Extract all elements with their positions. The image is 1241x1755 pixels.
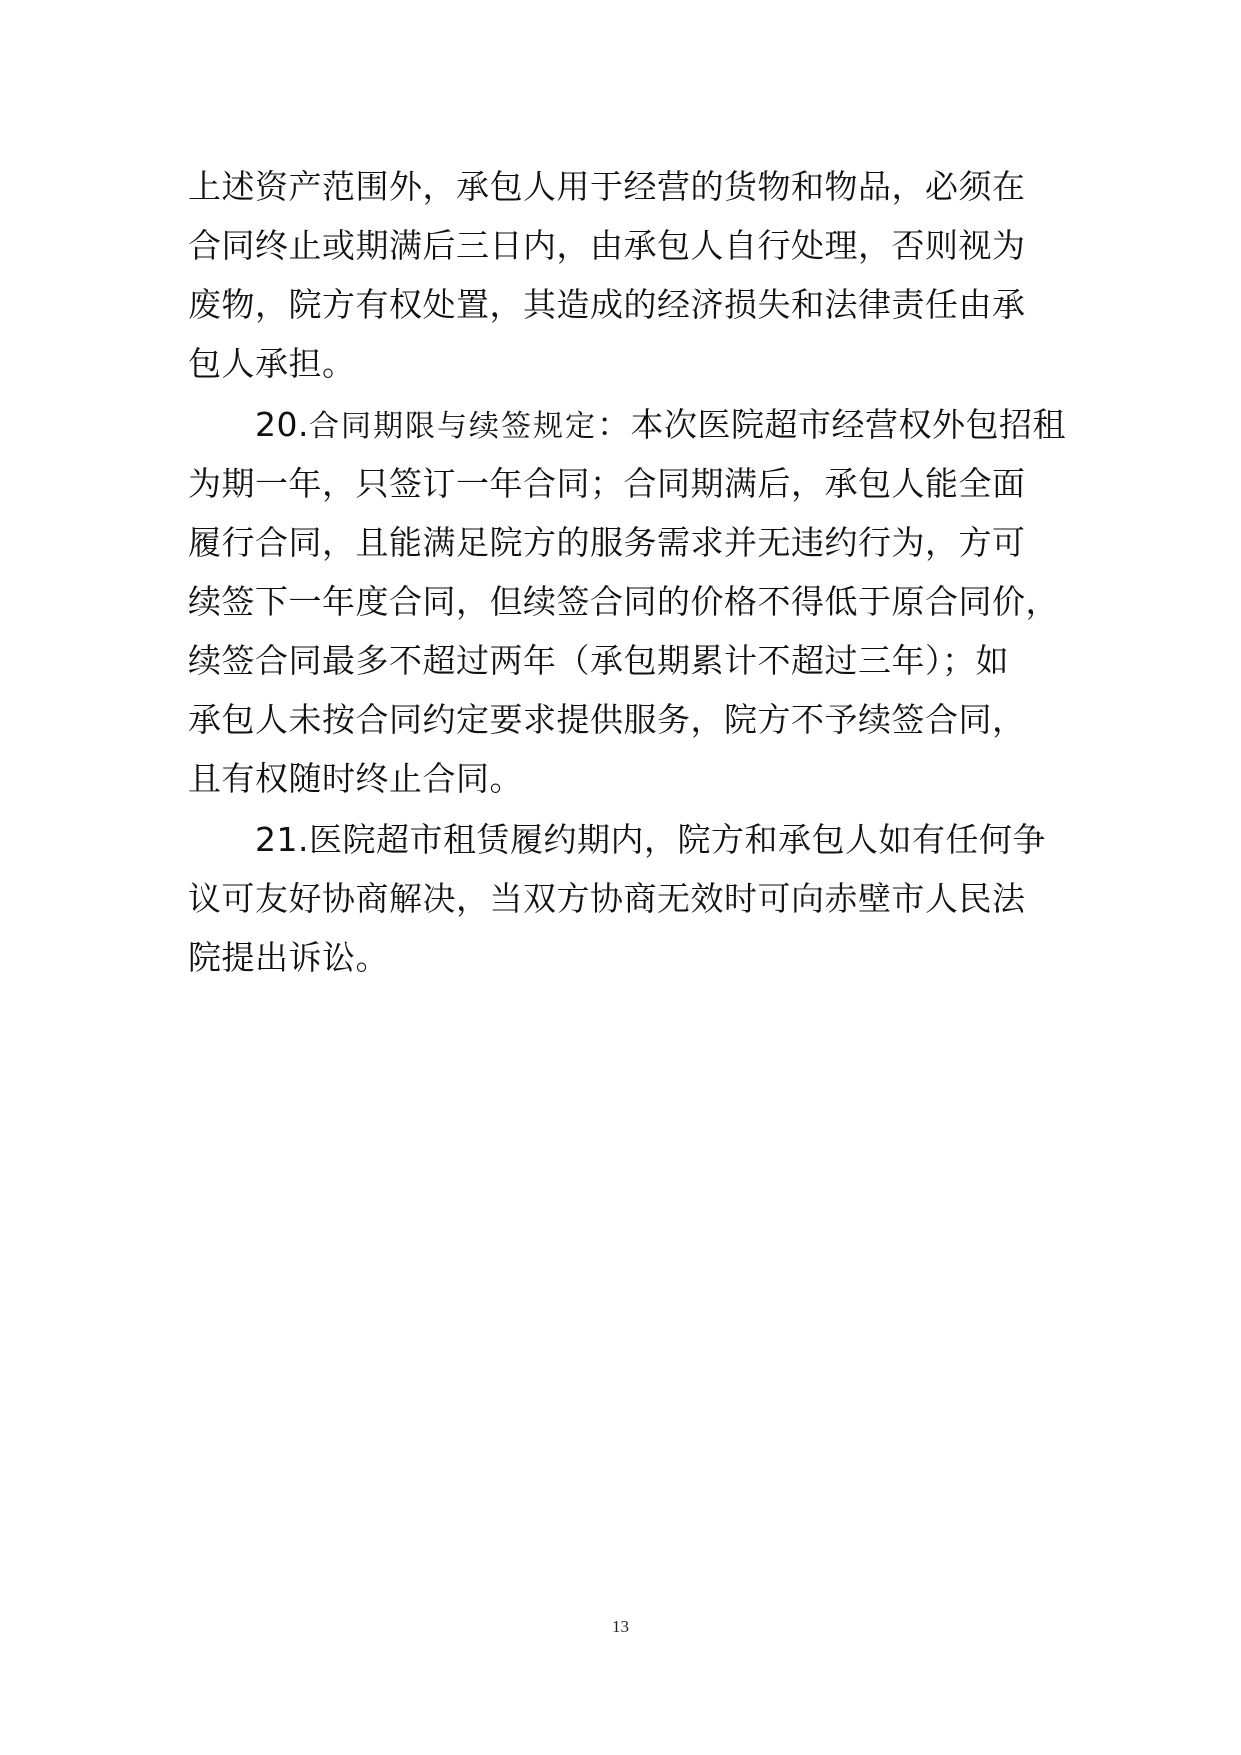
paragraph-line: 合同终止或期满后三日内，由承包人自行处理，否则视为	[188, 226, 1026, 265]
item-20-line: 承包人未按合同约定要求提供服务，院方不予续签合同，	[188, 700, 1026, 739]
item-20-first-rest: ：本次医院超市经营权外包招租	[596, 405, 1066, 444]
item-20-line: 续签合同最多不超过两年（承包期累计不超过三年）；如	[188, 641, 1009, 680]
item-20-heading: 合同期限与续签规定	[308, 409, 597, 444]
item-20-line: 为期一年，只签订一年合同；合同期满后，承包人能全面	[188, 464, 1026, 503]
item-20-line: 履行合同，且能满足院方的服务需求并无违约行为，方可	[188, 523, 1026, 562]
item-21-line: 21.医院超市租赁履约期内，院方和承包人如有任何争	[255, 820, 1046, 859]
item-21-line: 院提出诉讼。	[188, 938, 389, 977]
page-number: 13	[612, 1617, 629, 1636]
item-21-line: 议可友好协商解决，当双方协商无效时可向赤壁市人民法	[188, 879, 1026, 918]
paragraph-line: 废物，院方有权处置，其造成的经济损失和法律责任由承	[188, 285, 1026, 324]
item-20-first-line	[255, 405, 1066, 447]
item-20-number: 20.	[255, 405, 309, 444]
paragraph-line: 包人承担。	[188, 344, 356, 383]
item-20-line: 续签下一年度合同，但续签合同的价格不得低于原合同价，	[188, 582, 1059, 621]
paragraph-line: 上述资产范围外，承包人用于经营的货物和物品，必须在	[188, 167, 1026, 206]
item-20-line: 且有权随时终止合同。	[188, 759, 523, 798]
